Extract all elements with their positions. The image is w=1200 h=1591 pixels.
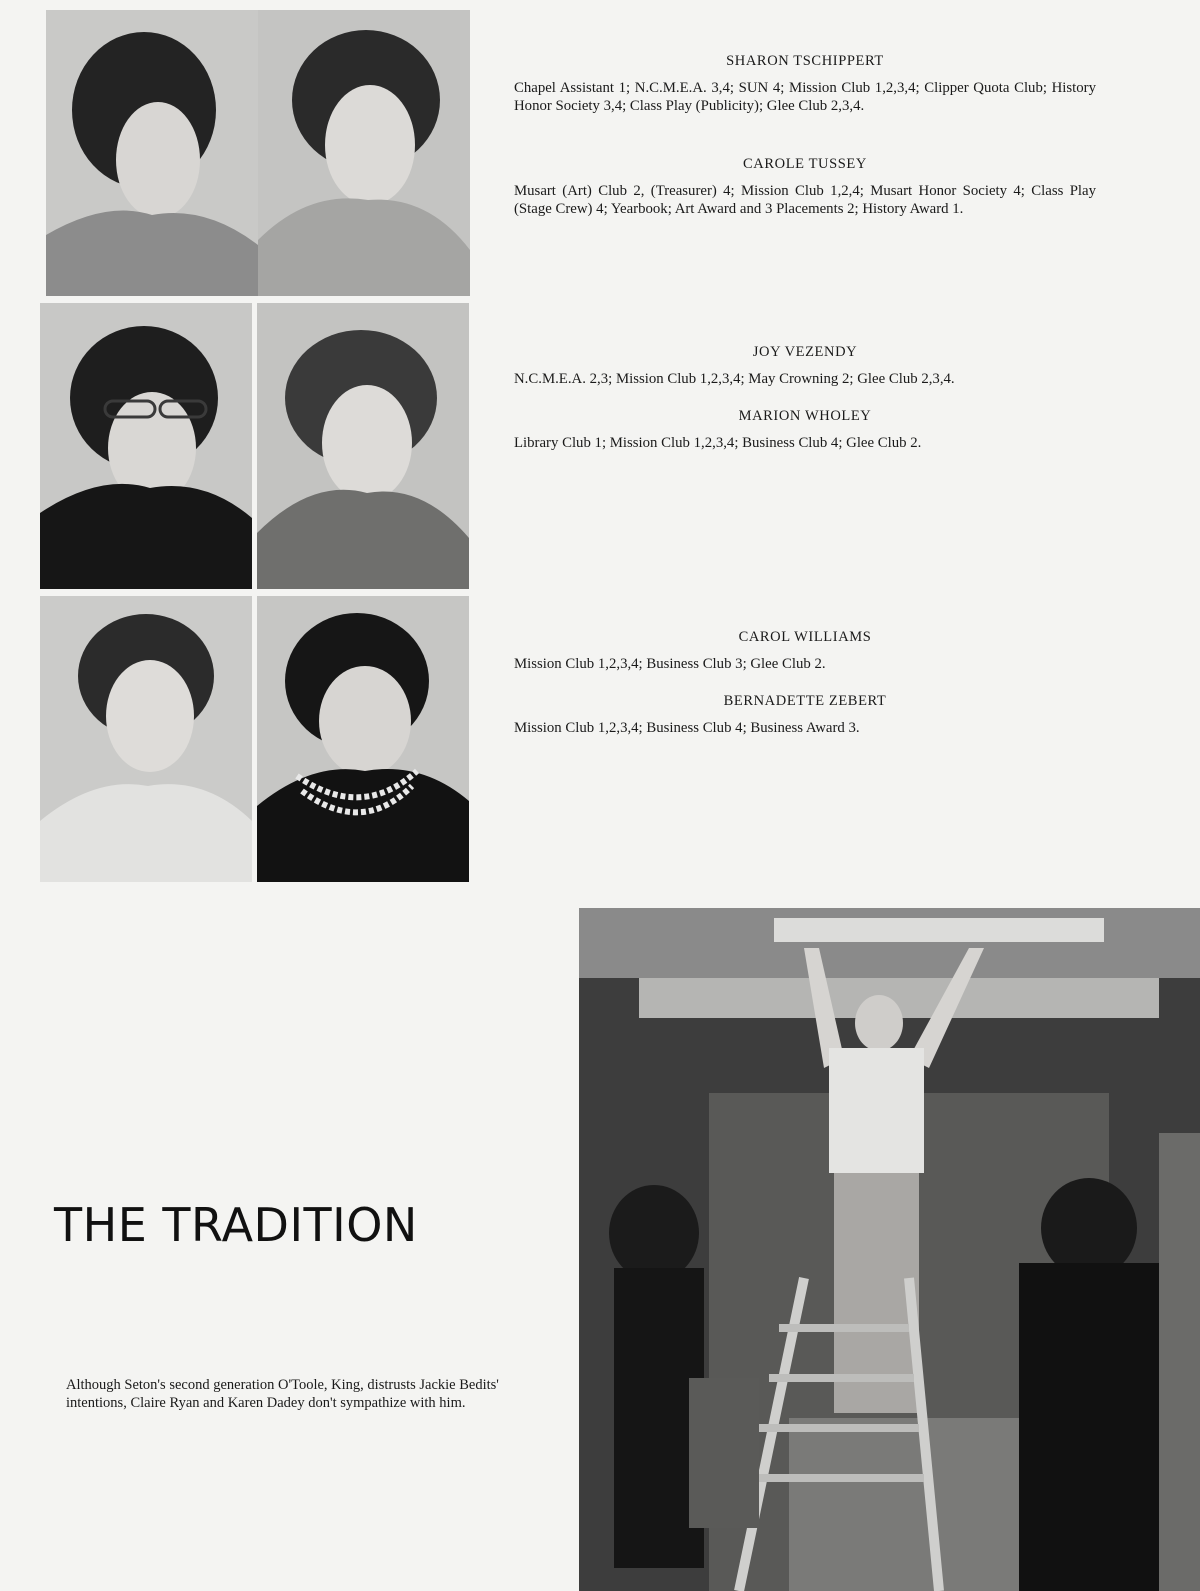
portrait-joy-vezendy <box>40 303 252 589</box>
section-title: THE TRADITION <box>54 1198 418 1252</box>
student-entry <box>514 53 1096 115</box>
student-activities: Mission Club 1,2,3,4; Business Club 3; Glee Club 2. <box>514 656 826 672</box>
student-activities: Musart (Art) Club 2, (Treasurer) 4; Mission Club 1,2,4; Musart Honor Society 4; Class Play (Stage Crew) 4; Yearbook; Art Award and 3 Placements 2; History Award 1. <box>514 183 1096 217</box>
photo-caption: Although Seton's second generation O'Toole, King, distrusts Jackie Bedits' intentions, Claire Ryan and Karen Dadey don't sympathize with him. <box>66 1377 499 1411</box>
portrait-sharon-tschippert <box>46 10 258 296</box>
portrait-bernadette-zebert <box>257 596 469 882</box>
student-name: CAROLE TUSSEY <box>743 156 867 172</box>
portrait-carol-williams <box>40 596 252 882</box>
student-activities: N.C.M.E.A. 2,3; Mission Club 1,2,3,4; May Crowning 2; Glee Club 2,3,4. <box>514 371 955 387</box>
student-entry <box>514 156 1096 218</box>
student-entry <box>514 693 1096 737</box>
student-entry <box>514 344 1096 388</box>
student-entry <box>514 629 1096 673</box>
student-name: CAROL WILLIAMS <box>738 629 872 645</box>
candid-photo <box>579 908 1200 1591</box>
student-name: JOY VEZENDY <box>752 344 858 360</box>
student-activities: Library Club 1; Mission Club 1,2,3,4; Business Club 4; Glee Club 2. <box>514 435 922 451</box>
student-activities: Mission Club 1,2,3,4; Business Club 4; Business Award 3. <box>514 720 860 736</box>
student-activities: Chapel Assistant 1; N.C.M.E.A. 3,4; SUN 4; Mission Club 1,2,3,4; Clipper Quota Club; History Honor Society 3,4; Class Play (Publicity); Glee Club 2,3,4. <box>514 80 1096 114</box>
portrait-marion-wholey <box>257 303 469 589</box>
student-name: SHARON TSCHIPPERT <box>726 53 884 69</box>
student-name: MARION WHOLEY <box>738 408 872 424</box>
portrait-carole-tussey <box>258 10 470 296</box>
student-entry <box>514 408 1096 452</box>
student-name: BERNADETTE ZEBERT <box>723 693 887 709</box>
